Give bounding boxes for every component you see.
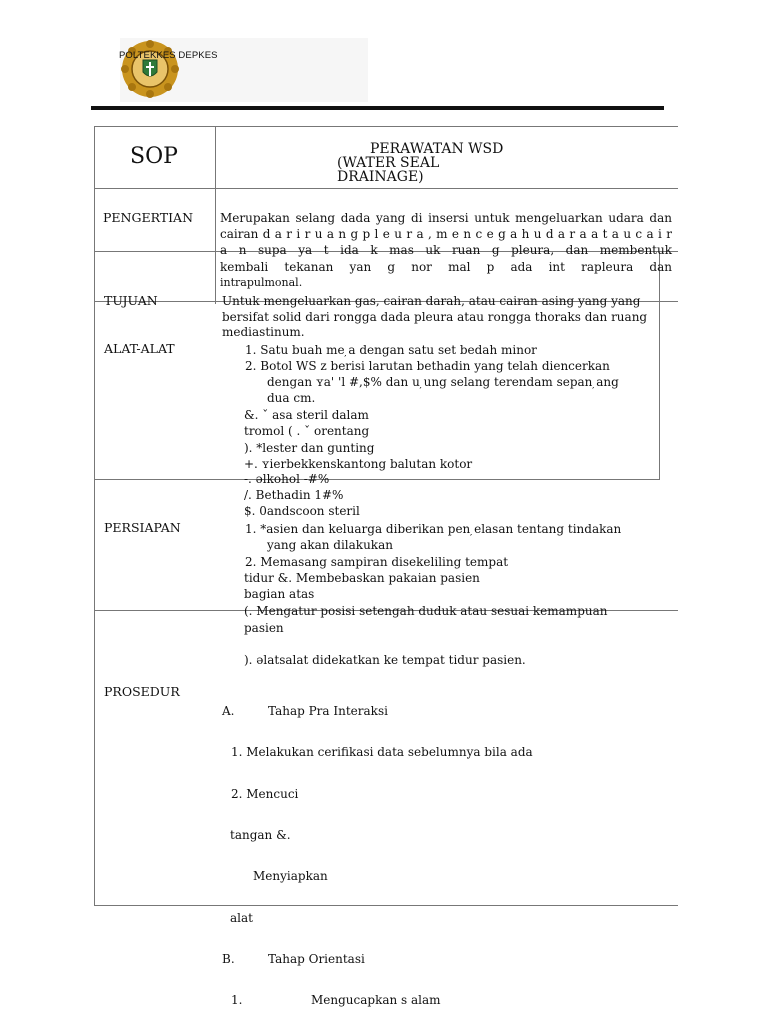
section-label-pengertian: PENGERTIAN [103,210,194,225]
persiapan-item: tidur &. Membebaskan pakaian pasien [244,571,480,585]
alat-item: +. ʏierbekkenskantong balutan kotor [244,457,473,471]
persiapan-item: 2. Memasang sampiran disekeliling tempat [245,555,509,569]
alat-item: 2. Botol WS z berisi larutan bethadin yang telah diencerkan [245,359,610,373]
alat-item: dua cm. [267,391,316,405]
header-rule [91,106,664,110]
persiapan-item: pasien [244,621,284,635]
prosedur-stage-title: Tahap Pra Interaksi [268,704,388,718]
title-line-2: (WATER SEAL [337,155,440,171]
persiapan-item: (. Mengatur posisi setengah duduk atau sesuai kemampuan [244,604,608,618]
row-divider-title [94,188,678,189]
sop-label: SOP [130,144,178,169]
section-label-alat: ALAT-ALAT [104,341,175,356]
pengertian-line: a n supa ya t ida k mas uk ruan g pleura, dan membentuk [220,243,672,257]
persiapan-item: ). əlatsalat didekatkan ke tempat tidur pasien. [244,653,526,667]
prosedur-stage-title: Tahap Orientasi [268,952,365,966]
pengertian-line: Merupakan selang dada yang di insersi untuk mengeluarkan udara dan [220,211,672,225]
column-divider [215,126,216,304]
prosedur-step: 1. Melakukan cerifikasi data sebelumnya bila ada [231,745,533,759]
alat-item: 1. Satu buah me ̦a dengan satu set bedah minor [245,343,537,357]
prosedur-step: tangan &. [230,828,291,842]
prosedur-stage-letter: B. [222,952,235,966]
table-border-top [94,126,678,127]
alat-item: tromol ( . ˇ orentang [244,424,370,438]
section-label-prosedur: PROSEDUR [104,684,180,699]
organization-name: POLTEKKES DEPKES [119,50,218,61]
alat-item: dengan ʏa' 'l #,$% dan u ̦ung selang terendam sepan ̦ang [267,375,619,389]
tujuan-line: Untuk mengeluarkan gas, cairan darah, atau cairan asing yang yang [222,294,641,308]
alat-item: -. əlkohol -#% [244,472,330,486]
prosedur-step: Mengucapkan s alam [311,993,441,1007]
alat-item: &. ˇ asa steril dalam [244,408,369,422]
pengertian-line: intrapulmonal. [220,276,303,289]
poltekkes-emblem-icon [121,40,179,98]
title-line-3: DRAINAGE) [337,169,424,185]
prosedur-stage-letter: A. [222,704,235,718]
pengertian-line: cairan d a r i r u a n g p l e u r a , m e n c e g a h u d a r a a t a u c a i r [220,227,672,241]
tujuan-line: bersifat solid dari rongga dada pleura atau rongga thoraks dan ruang [222,310,648,324]
section-label-persiapan: PERSIAPAN [104,520,181,535]
table-border-bottom [94,905,678,906]
right-inner-border [659,251,660,479]
alat-item: ). *lester dan gunting [244,441,375,455]
persiapan-item: yang akan dilakukan [267,538,393,552]
prosedur-step: Menyiapkan [253,869,328,883]
title-line-1: PERAWATAN WSD [370,141,504,157]
prosedur-step: 2. Mencuci [231,787,299,801]
section-label-tujuan: TUJUAN [104,293,158,308]
persiapan-item: bagian atas [244,587,315,601]
table-border-left [94,126,95,906]
row-divider-alat [94,479,660,480]
prosedur-step: alat [230,911,253,925]
persiapan-item: 1. *asien dan keluarga diberikan pen ̦elasan tentang tindakan [245,522,622,536]
pengertian-line: kembali tekanan yan g nor mal p ada int rapleura dan [220,260,672,274]
alat-item: /. Bethadin 1#% [244,488,344,502]
tujuan-line: mediastinum. [222,325,305,339]
prosedur-step: 1. [231,993,243,1007]
alat-item: $. 0andscoon steril [244,504,360,518]
